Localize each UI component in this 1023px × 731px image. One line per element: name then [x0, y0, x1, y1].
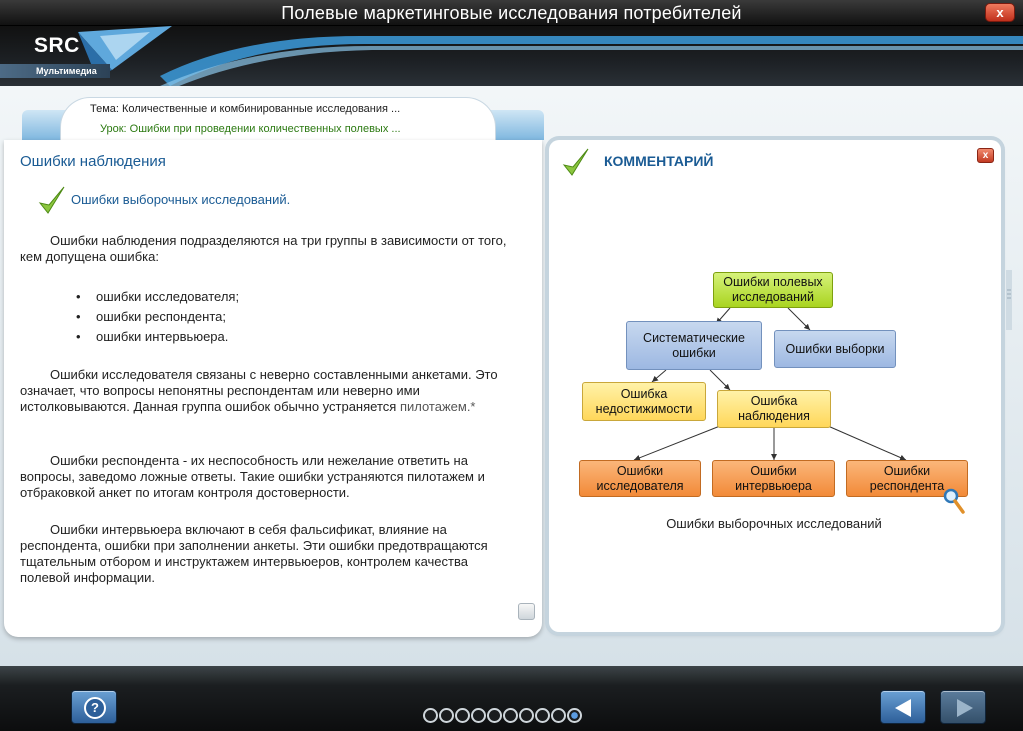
previous-page-button[interactable]	[880, 690, 926, 724]
page-dot-6[interactable]	[503, 708, 518, 723]
page-dot-7[interactable]	[519, 708, 534, 723]
paragraph-text: Ошибки исследователя связаны с неверно составленными анкетами. Это означает, что вопросы непонятны респондентам или неверно ими истолковываются. Данная группа ошибок обычно устраняется	[20, 367, 498, 414]
window-close-button[interactable]: x	[985, 3, 1015, 22]
intro-paragraph: Ошибки наблюдения подразделяются на три группы в зависимости от того, кем допущена ошибка:	[20, 233, 507, 264]
comment-title: КОММЕНТАРИЙ	[604, 153, 714, 169]
scroll-handle[interactable]	[518, 603, 535, 620]
question-icon: ?	[84, 697, 106, 719]
list-item: • ошибки респондента;	[76, 307, 239, 327]
page-dot-8[interactable]	[535, 708, 550, 723]
title-bar	[0, 0, 1023, 26]
help-button[interactable]	[71, 690, 117, 724]
page-dot-5[interactable]	[487, 708, 502, 723]
next-page-button[interactable]	[940, 690, 986, 724]
node-respondent-errors: Ошибки респондента	[846, 460, 968, 497]
topic-label: Тема: Количественные и комбинированные исследования ...	[90, 103, 401, 115]
logo-subtitle: Мультимедиа	[0, 64, 110, 78]
error-groups-list	[76, 287, 239, 347]
list-item: • ошибки исследователя;	[76, 287, 239, 307]
page-dot-3[interactable]	[455, 708, 470, 723]
node-systematic-errors: Систематические ошибки	[626, 321, 762, 370]
side-grip-icon	[1004, 270, 1014, 330]
magnifier-icon[interactable]	[942, 487, 966, 515]
window-title: Полевые маркетинговые исследования потребителей	[281, 3, 742, 23]
arrow-right-icon	[941, 691, 987, 725]
checkmark-icon	[562, 147, 590, 179]
logo-text: SRC	[34, 34, 80, 57]
respondent-errors-paragraph: Ошибки респондента - их неспособность или нежелание ответить на вопросы, заведомо ложные ответы. Такие ошибки устраняются пилотажем и отбраковкой анкет по итогам контроля достоверности.	[20, 453, 485, 500]
node-observation-error: Ошибка наблюдения	[717, 390, 831, 428]
node-field-research-errors: Ошибки полевых исследований	[713, 272, 833, 308]
arrow-left-icon	[881, 691, 927, 725]
node-interviewer-errors: Ошибки интервьюера	[712, 460, 835, 497]
pilot-term-link[interactable]: пилотажем.*	[399, 399, 476, 414]
researcher-errors-paragraph	[20, 367, 520, 415]
node-sampling-errors: Ошибки выборки	[774, 330, 896, 368]
diagram-caption: Ошибки выборочных исследований	[666, 516, 882, 531]
page-dot-9[interactable]	[551, 708, 566, 723]
list-item: • ошибки интервьюера.	[76, 327, 239, 347]
comment-close-button[interactable]: x	[977, 148, 994, 163]
page-dot-4[interactable]	[471, 708, 486, 723]
page-dot-2[interactable]	[439, 708, 454, 723]
node-unattainability-error: Ошибка недостижимости	[582, 382, 706, 421]
section-subtitle: Ошибки выборочных исследований.	[71, 192, 291, 207]
error-classification-diagram	[570, 264, 990, 524]
lesson-label: Урок: Ошибки при проведении количественных полевых ...	[100, 123, 401, 135]
page-dot-10[interactable]	[567, 708, 582, 723]
checkmark-icon	[38, 185, 66, 217]
page-indicator	[423, 708, 582, 724]
page-dot-1[interactable]	[423, 708, 438, 723]
interviewer-errors-paragraph: Ошибки интервьюера включают в себя фальсификат, влияние на респондента, ошибки при заполнении анкеты. Эти ошибки предотвращаются тщательным отбором и инструктажем интервьюеров, контролем качества полевой информации.	[20, 522, 488, 585]
page-title: Ошибки наблюдения	[20, 153, 166, 170]
node-researcher-errors: Ошибки исследователя	[579, 460, 701, 497]
